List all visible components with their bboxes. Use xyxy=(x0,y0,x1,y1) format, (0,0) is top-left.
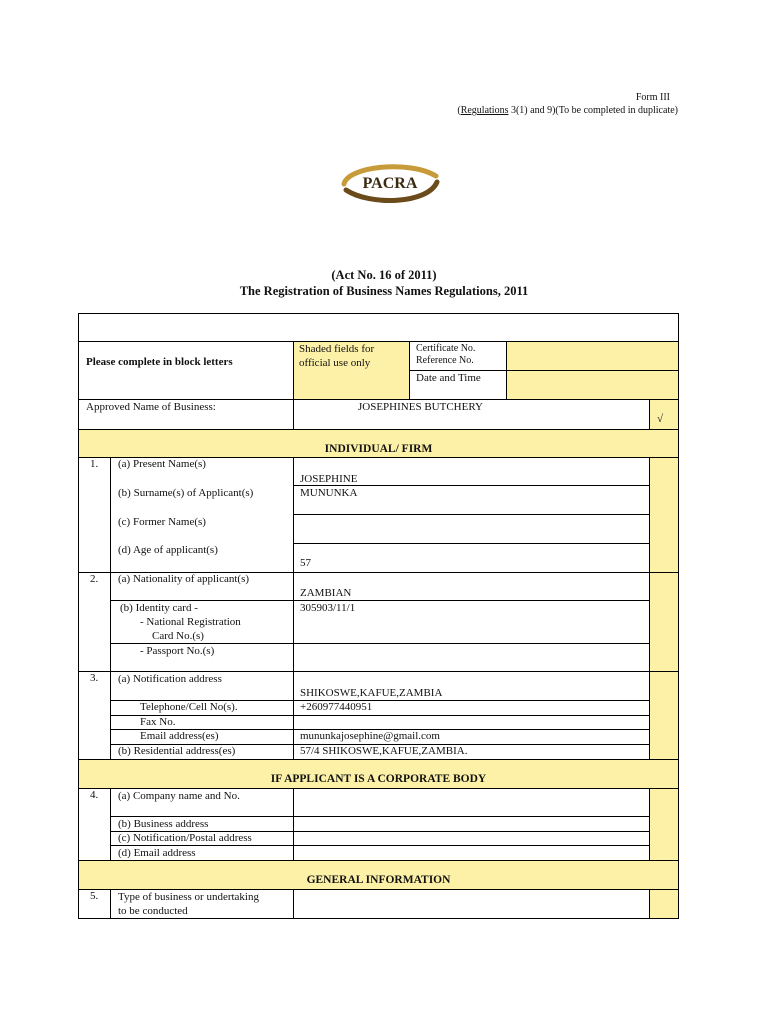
age-label: (d) Age of applicant(s) xyxy=(118,544,218,556)
regulations-title: The Registration of Business Names Regulations, 2011 xyxy=(239,284,529,298)
business-type-label: Type of business or undertaking xyxy=(118,891,259,903)
s1-num-cell xyxy=(78,457,111,573)
nationality-label: (a) Nationality of applicant(s) xyxy=(118,573,250,585)
date-time-field[interactable] xyxy=(506,370,679,400)
section-corporate-title: IF APPLICANT IS A CORPORATE BODY xyxy=(270,773,487,785)
former-name-label: (c) Former Name(s) xyxy=(118,516,206,528)
s4-number: 4. xyxy=(90,789,99,801)
surname-label: (b) Surname(s) of Applicant(s) xyxy=(118,487,254,499)
s3-num-cell xyxy=(78,671,111,760)
top-blank-row xyxy=(78,313,679,342)
s3-number: 3. xyxy=(90,672,99,684)
nationality-field[interactable]: ZAMBIAN xyxy=(300,587,352,599)
fax-label: Fax No. xyxy=(140,716,176,728)
check-mark: √ xyxy=(657,413,664,425)
business-type-label-2: to be conducted xyxy=(118,905,188,917)
company-email-label: (d) Email address xyxy=(118,847,196,859)
company-name-field[interactable] xyxy=(294,789,649,816)
notification-address-label: (a) Notification address xyxy=(118,673,222,685)
telephone-label: Telephone/Cell No(s). xyxy=(140,701,238,713)
s2-num-cell xyxy=(78,572,111,672)
s4-shade-cell xyxy=(649,788,679,861)
s2-number: 2. xyxy=(90,573,99,585)
regulations-note: (Regulations 3(1) and 9)(To be completed in duplicate) xyxy=(457,105,678,116)
residential-address-label: (b) Residential address(es) xyxy=(118,745,236,757)
postal-address-field[interactable] xyxy=(294,832,649,845)
approved-check-cell xyxy=(649,399,679,430)
form-number: Form III xyxy=(635,92,670,103)
residential-address-field[interactable]: 57/4 SHIKOSWE,KAFUE,ZAMBIA. xyxy=(300,745,468,757)
email-field[interactable]: mununkajosephine@gmail.com xyxy=(300,730,440,742)
approved-name-label: Approved Name of Business: xyxy=(86,401,216,413)
approved-name-value: JOSEPHINES BUTCHERY xyxy=(358,401,483,413)
business-address-label: (b) Business address xyxy=(118,818,209,830)
s2-shade-cell xyxy=(649,572,679,672)
svg-text:PACRA: PACRA xyxy=(362,175,418,192)
s5-number: 5. xyxy=(90,890,99,902)
identity-card-label: (b) Identity card - xyxy=(120,602,198,614)
present-name-field[interactable]: JOSEPHINE xyxy=(300,473,358,485)
s5-shade-cell xyxy=(649,889,679,919)
email-label: Email address(es) xyxy=(140,730,219,742)
passport-label: - Passport No.(s) xyxy=(140,645,215,657)
cert-ref-field[interactable] xyxy=(506,341,679,371)
age-field[interactable]: 57 xyxy=(300,557,311,569)
s1-number: 1. xyxy=(90,458,99,470)
business-address-field[interactable] xyxy=(294,817,649,831)
nrc-field[interactable]: 305903/11/1 xyxy=(300,602,356,614)
section-general-title: GENERAL INFORMATION xyxy=(306,874,451,886)
company-email-field[interactable] xyxy=(294,846,649,860)
shaded-note-line2: official use only xyxy=(299,357,371,369)
block-letters-cell xyxy=(78,341,294,400)
reference-no-label: Reference No. xyxy=(416,355,474,366)
shaded-note-line1: Shaded fields for xyxy=(299,343,375,355)
act-number: (Act No. 16 of 2011) xyxy=(331,268,437,282)
nrc-label: - National Registration xyxy=(140,616,241,628)
telephone-field[interactable]: +260977440951 xyxy=(300,701,373,713)
s3-shade-cell xyxy=(649,671,679,760)
pacra-logo xyxy=(340,158,440,208)
s1-shade-cell xyxy=(649,457,679,573)
notification-address-field[interactable]: SHIKOSWE,KAFUE,ZAMBIA xyxy=(300,687,443,699)
company-name-label: (a) Company name and No. xyxy=(118,790,240,802)
date-time-label: Date and Time xyxy=(416,372,481,384)
section-individual-title: INDIVIDUAL/ FIRM xyxy=(324,443,433,455)
surname-field[interactable]: MUNUNKA xyxy=(300,487,358,499)
present-name-label: (a) Present Name(s) xyxy=(118,458,206,470)
postal-address-label: (c) Notification/Postal address xyxy=(118,832,252,844)
block-letters-instruction: Please complete in block letters xyxy=(86,356,233,368)
nrc-label-2: Card No.(s) xyxy=(152,630,204,642)
certificate-no-label: Certificate No. xyxy=(416,343,476,354)
business-type-field[interactable] xyxy=(293,889,650,919)
